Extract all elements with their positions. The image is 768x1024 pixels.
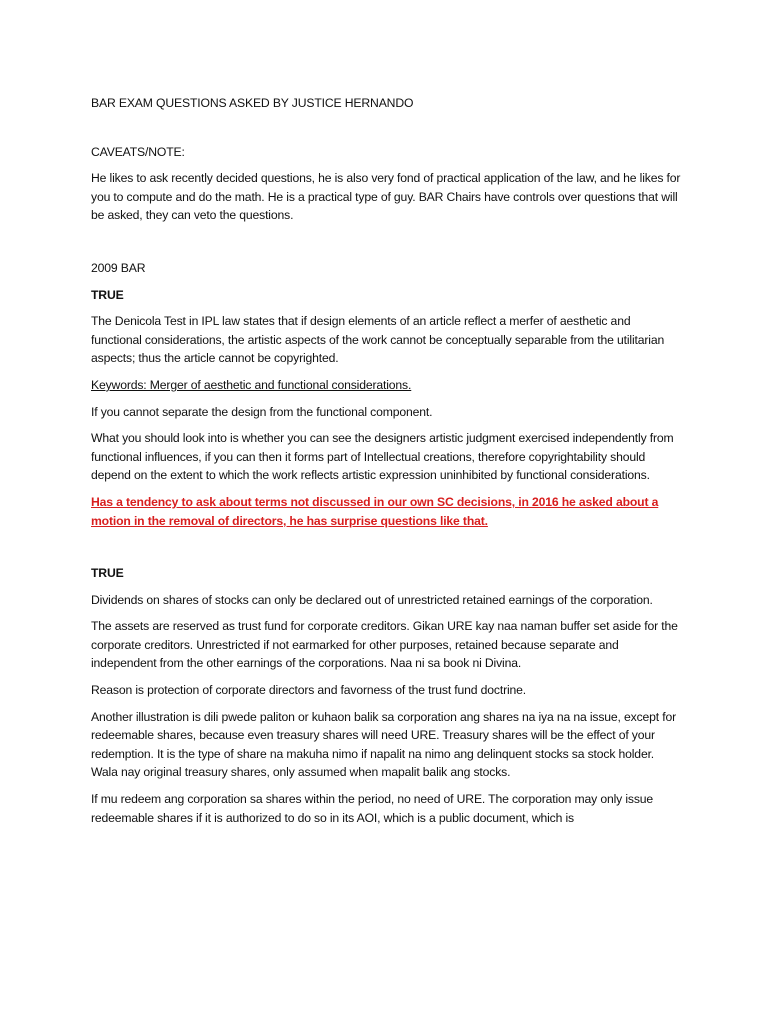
section-year: 2009 BAR	[91, 260, 146, 275]
item1-paragraph-1: If you cannot separate the design from the functional component.	[91, 404, 433, 419]
item2-paragraph-3: Another illustration is dili pwede paliton or kuhaon balik sa corporation ang shares na iya na na issue, except for redeemable shares, because even treasury shares will need URE. Treasury shares will be the effect of your redemption. It is the type of share na makuha nimo if napalit na nimo ang delinquent stocks sa stock holder. Wala nay original treasury shares, only assumed when mapalit balik ang stocks.	[91, 709, 677, 780]
item2-statement: Dividends on shares of stocks can only be declared out of unrestricted retained earnings of the corporation.	[91, 592, 653, 607]
red-note: Has a tendency to ask about terms not discussed in our own SC decisions, in 2016 he asked about a motion in the removal of directors, he has surprise questions like that.	[91, 494, 659, 528]
item2-paragraph-2: Reason is protection of corporate directors and favorness of the trust fund doctrine.	[91, 683, 527, 698]
caveats-text: He likes to ask recently decided questions, he is also very fond of practical application of the law, and he likes for you to compute and do the math. He is a practical type of guy. BAR Chairs have controls over questions that will be asked, they can veto the questions.	[91, 171, 681, 223]
item2-paragraph-4: If mu redeem ang corporation sa shares within the period, no need of URE. The corporation may only issue redeemable shares if it is authorized to do so in its AOI, which is a public document, which is	[91, 792, 654, 825]
document-title: BAR EXAM QUESTIONS ASKED BY JUSTICE HERNANDO	[91, 96, 414, 110]
item1-keywords: Keywords: Merger of aesthetic and functional considerations.	[91, 377, 412, 392]
item2-label: TRUE	[91, 566, 124, 581]
caveats-heading: CAVEATS/NOTE:	[91, 144, 185, 159]
item2-paragraph-1: The assets are reserved as trust fund for corporate creditors. Gikan URE kay naa naman buffer set aside for the corporate creditors. Unrestricted if not earmarked for other purposes, retained because separate and independent from the other earnings of the corporations. Naa ni sa book ni Divina.	[91, 619, 678, 671]
item1-label: TRUE	[91, 287, 124, 302]
item1-paragraph-2: What you should look into is whether you can see the designers artistic judgment exercised independently from functional influences, if you can then it forms part of Intellectual creations, therefore copyrightability should depend on the extent to which the work reflects artistic expression uninhibited by functional considerations.	[91, 431, 674, 483]
document-body	[91, 94, 681, 835]
item1-statement: The Denicola Test in IPL law states that if design elements of an article reflect a merfer of aesthetic and functional considerations, the artistic aspects of the work cannot be conceptually separable from the utilitarian aspects; thus the article cannot be copyrighted.	[91, 314, 665, 366]
